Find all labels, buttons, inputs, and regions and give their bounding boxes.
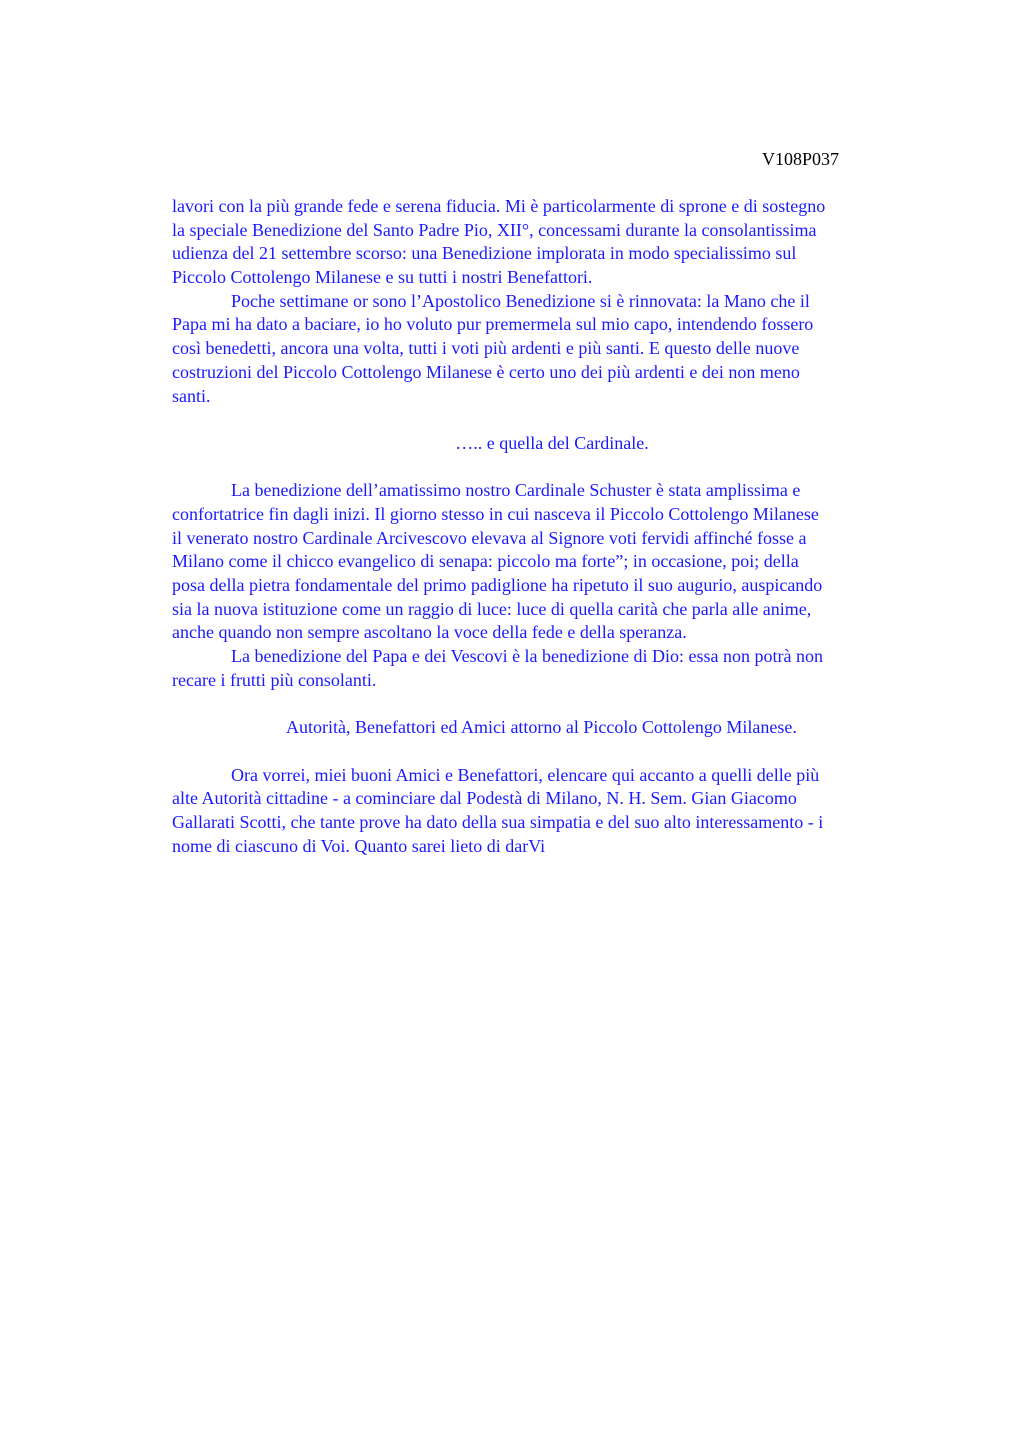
paragraph-3 [172, 479, 932, 645]
paragraph-line: recare i frutti più consolanti. [172, 669, 377, 690]
paragraph-line: anche quando non sempre ascoltano la voce della fede e della speranza. [172, 622, 687, 643]
paragraph-5 [172, 764, 932, 859]
paragraph-line: Milano come il chicco evangelico di senapa: piccolo ma forte”; in occasione, poi; della [172, 551, 799, 572]
paragraph-line: sia la nuova istituzione come un raggio di luce: luce di quella carità che parla alle anime, [172, 598, 812, 619]
page-identifier: V108P037 [761, 149, 839, 169]
paragraph-4 [172, 645, 932, 692]
paragraph-line: Gallarati Scotti, che tante prove ha dato della sua simpatia e del suo alto interessamento - i [172, 811, 824, 832]
spacer [172, 456, 932, 480]
paragraph-line: così benedetti, ancora una volta, tutti i voti più ardenti e più santi. E questo delle nuove [172, 338, 800, 359]
paragraph-line: La benedizione dell’amatissimo nostro Cardinale Schuster è stata amplissima e [231, 480, 801, 501]
paragraph-line: il venerato nostro Cardinale Arcivescovo elevava al Signore voti fervidi affinché fosse a [172, 527, 807, 548]
paragraph-line: Piccolo Cottolengo Milanese e su tutti i nostri Benefattori. [172, 267, 593, 288]
paragraph-line: lavori con la più grande fede e serena fiducia. Mi è particolarmente di sprone e di sostegno [172, 196, 826, 216]
paragraph-line: udienza del 21 settembre scorso: una Benedizione implorata in modo specialissimo sul [172, 243, 797, 264]
paragraph-line: Poche settimane or sono l’Apostolico Benedizione si è rinnovata: la Mano che il [231, 290, 810, 311]
paragraph-line: la speciale Benedizione del Santo Padre Pio, XII°, concessami durante la consolantissima [172, 219, 817, 240]
paragraph-1 [172, 195, 932, 290]
spacer [172, 740, 932, 764]
section-heading-autorita: Autorità, Benefattori ed Amici attorno al Piccolo Cottolengo Milanese. [286, 717, 797, 738]
section-heading-cardinale: ….. e quella del Cardinale. [455, 432, 649, 453]
paragraph-2 [172, 290, 932, 408]
paragraph-line: confortatrice fin dagli inizi. Il giorno stesso in cui nasceva il Piccolo Cottolengo Milanese [172, 503, 819, 524]
paragraph-line: Papa mi ha dato a baciare, io ho voluto pur premermela sul mio capo, intendendo fossero [172, 314, 814, 335]
spacer [172, 408, 932, 432]
paragraph-line: La benedizione del Papa e dei Vescovi è la benedizione di Dio: essa non potrà non [231, 646, 823, 667]
spacer [172, 692, 932, 716]
document-body [172, 195, 932, 858]
paragraph-line: santi. [172, 385, 211, 406]
paragraph-line: alte Autorità cittadine - a cominciare dal Podestà di Milano, N. H. Sem. Gian Giacomo [172, 788, 797, 809]
paragraph-line: Ora vorrei, miei buoni Amici e Benefattori, elencare qui accanto a quelli delle più [231, 764, 820, 785]
paragraph-line: costruzioni del Piccolo Cottolengo Milanese è certo uno dei più ardenti e dei non meno [172, 361, 800, 382]
paragraph-line: posa della pietra fondamentale del primo padiglione ha ripetuto il suo augurio, auspicando [172, 575, 823, 595]
paragraph-line: nome di ciascuno di Voi. Quanto sarei lieto di darVi [172, 835, 546, 856]
